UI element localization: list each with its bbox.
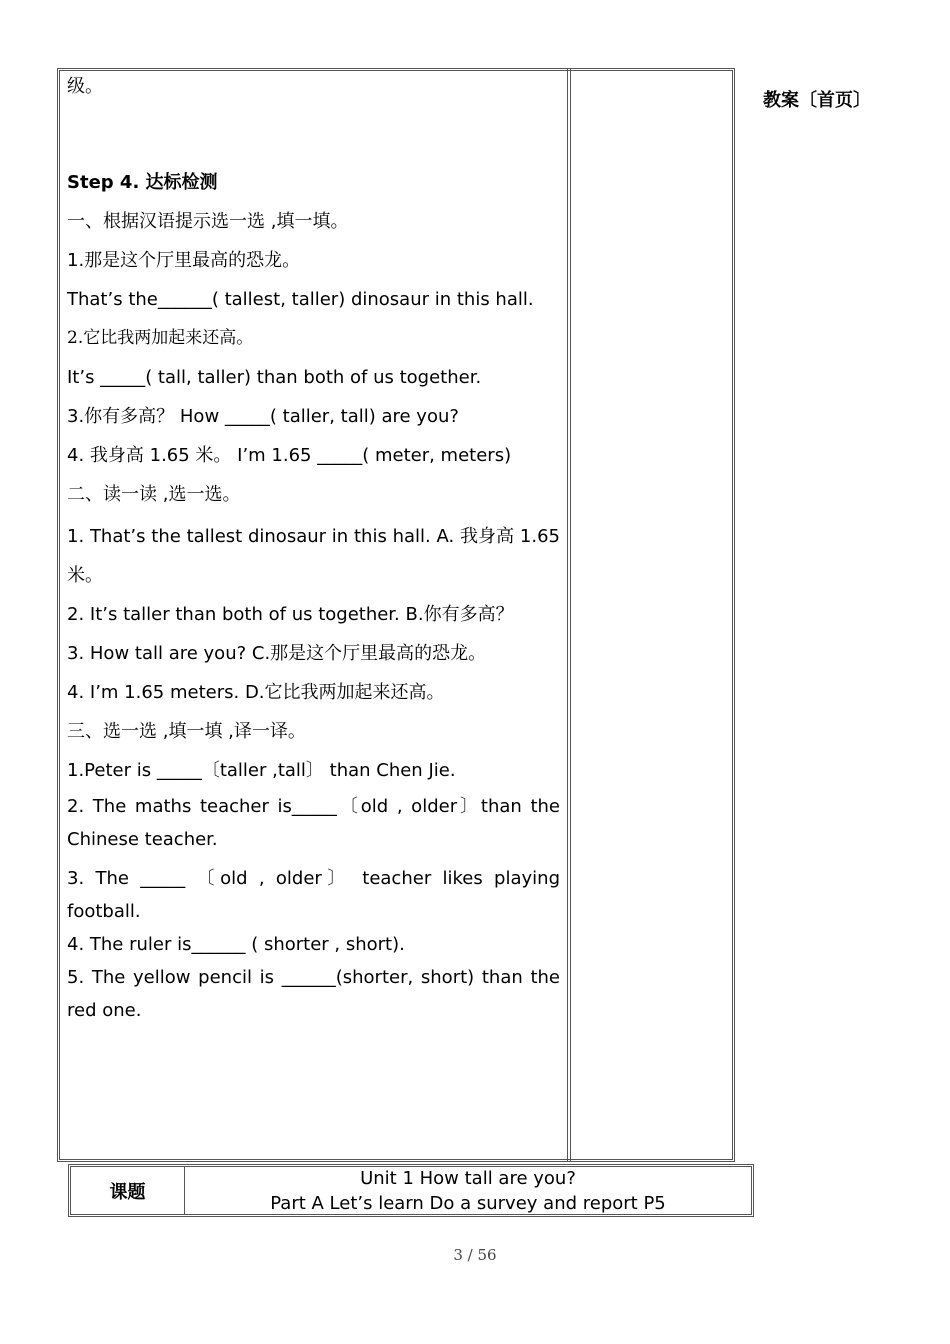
exercise-line: 4. 我身高 1.65 米。 I’m 1.65 _____( meter, meters) xyxy=(67,445,512,466)
side-label: 教案〔首页〕 xyxy=(763,90,871,111)
section-heading-3: 三、选一选 ,填一填 ,译一译。 xyxy=(67,721,306,742)
matching-line: 1. That’s the tallest dinosaur in this hall. A. 我身高 1.65 米。 xyxy=(67,526,560,586)
exercise-line: 3.你有多高？ How _____( taller, tall) are you? xyxy=(67,406,459,427)
step-heading: Step 4. 达标检测 xyxy=(67,172,218,193)
title-line-2: Part A Let’s learn Do a survey and report P5 xyxy=(270,1192,666,1214)
line-continuation: 级。 xyxy=(67,76,103,97)
exercise-line: 1.那是这个厅里最高的恐龙。 xyxy=(67,250,301,271)
section-heading-2: 二、读一读 ,选一选。 xyxy=(67,484,241,505)
fill-line: 5. The yellow pencil is ______(shorter, short) than the red one. xyxy=(67,967,560,1021)
column-divider xyxy=(567,68,571,1162)
exercise-line: It’s _____( tall, taller) than both of us together. xyxy=(67,367,482,388)
exercise-line: 2.它比我两加起来还高。 xyxy=(67,328,254,348)
matching-line: 3. How tall are you? C.那是这个厅里最高的恐龙。 xyxy=(67,643,487,664)
page-number: 3 / 56 xyxy=(453,1246,497,1264)
matching-line: 2. It’s taller than both of us together. B.你有多高？ xyxy=(67,604,514,625)
title-table xyxy=(68,1164,754,1217)
fill-line: 2. The maths teacher is_____〔old , older〕than the Chinese teacher. xyxy=(67,796,560,850)
matching-line: 4. I’m 1.65 meters. D.它比我两加起来还高。 xyxy=(67,682,445,703)
fill-line: 1.Peter is _____〔taller ,tall〕 than Chen Jie. xyxy=(67,760,456,781)
section-heading-1: 一、根据汉语提示选一选 ,填一填。 xyxy=(67,211,349,232)
title-line-1: Unit 1 How tall are you? xyxy=(360,1167,576,1189)
exercise-line: That’s the______( tallest, taller) dinosaur in this hall. xyxy=(67,289,534,310)
title-label: 课题 xyxy=(71,1167,185,1214)
title-body xyxy=(185,1167,751,1214)
fill-line: 3. The _____ 〔old , older〕 teacher likes playing football. xyxy=(67,868,560,922)
lesson-content xyxy=(67,70,560,1033)
fill-line: 4. The ruler is______ ( shorter , short). xyxy=(67,934,405,955)
